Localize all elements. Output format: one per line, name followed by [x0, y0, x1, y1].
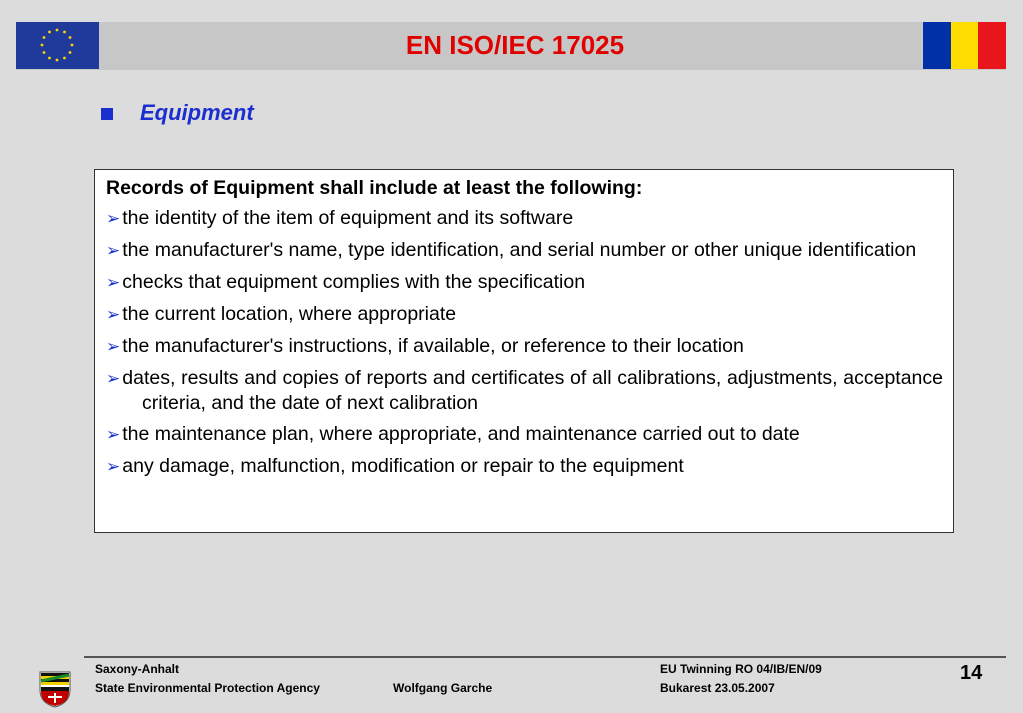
list-item: [106, 238, 943, 263]
eu-star-icon: [71, 44, 74, 47]
list-item-text: dates, results and copies of reports and certificates of all calibrations, adjustments, acceptance criteria, and the date of next calibration: [122, 367, 943, 414]
arrow-bullet-icon: ➢: [106, 457, 121, 476]
eu-star-icon: [69, 36, 72, 39]
ro-flag-red-stripe: [978, 22, 1006, 69]
arrow-bullet-icon: ➢: [106, 273, 121, 292]
arrow-bullet-icon: ➢: [106, 337, 121, 356]
eu-star-icon: [63, 57, 66, 60]
section-title: Equipment: [140, 100, 254, 125]
list-item: [106, 270, 943, 295]
list-item-text: any damage, malfunction, modification or repair to the equipment: [122, 455, 684, 477]
arrow-bullet-icon: ➢: [106, 241, 121, 260]
list-item: [106, 366, 943, 415]
list-item-text: checks that equipment complies with the specification: [122, 271, 586, 293]
footer-place-date: Bukarest 23.05.2007: [660, 681, 775, 695]
list-item-text: the current location, where appropriate: [122, 303, 457, 325]
eu-star-icon: [63, 31, 66, 34]
eu-star-icon: [56, 59, 59, 62]
footer-org-line1: Saxony-Anhalt: [95, 662, 180, 676]
list-item: [106, 302, 943, 327]
arrow-bullet-icon: ➢: [106, 209, 121, 228]
page-number: 14: [960, 662, 983, 684]
list-item: [106, 422, 943, 447]
eu-star-icon: [56, 29, 59, 32]
list-item: [106, 454, 943, 479]
footer-org-line2: State Environmental Protection Agency: [95, 681, 320, 695]
eu-star-icon: [43, 36, 46, 39]
list-item-text: the identity of the item of equipment and its software: [122, 207, 574, 229]
saxony-anhalt-crest-icon: [38, 670, 72, 708]
box-heading: Records of Equipment shall include at least the following:: [106, 177, 643, 199]
list-item-text: the manufacturer's instructions, if available, or reference to their location: [122, 335, 744, 357]
eu-star-icon: [69, 51, 72, 54]
eu-star-icon: [48, 31, 51, 34]
eu-star-icon: [41, 44, 44, 47]
square-bullet-icon: [101, 108, 113, 120]
romania-flag-icon: [923, 22, 1006, 69]
eu-flag-icon: [16, 22, 99, 69]
list-item: [106, 334, 943, 359]
records-box: [94, 169, 954, 533]
arrow-bullet-icon: ➢: [106, 425, 121, 444]
list-item-text: the maintenance plan, where appropriate, and maintenance carried out to date: [122, 423, 800, 445]
eu-star-icon: [48, 57, 51, 60]
list-item-text: the manufacturer's name, type identification, and serial number or other unique identification: [122, 239, 917, 261]
ro-flag-blue-stripe: [923, 22, 951, 69]
arrow-bullet-icon: ➢: [106, 369, 121, 388]
records-list: [106, 206, 943, 479]
eu-star-icon: [43, 51, 46, 54]
footer-author: Wolfgang Garche: [393, 681, 493, 695]
slide-title: EN ISO/IEC 17025: [405, 30, 625, 60]
footer-divider: [84, 656, 1006, 658]
list-item: [106, 206, 943, 231]
ro-flag-yellow-stripe: [951, 22, 979, 69]
arrow-bullet-icon: ➢: [106, 305, 121, 324]
footer-project: EU Twinning RO 04/IB/EN/09: [660, 662, 822, 676]
